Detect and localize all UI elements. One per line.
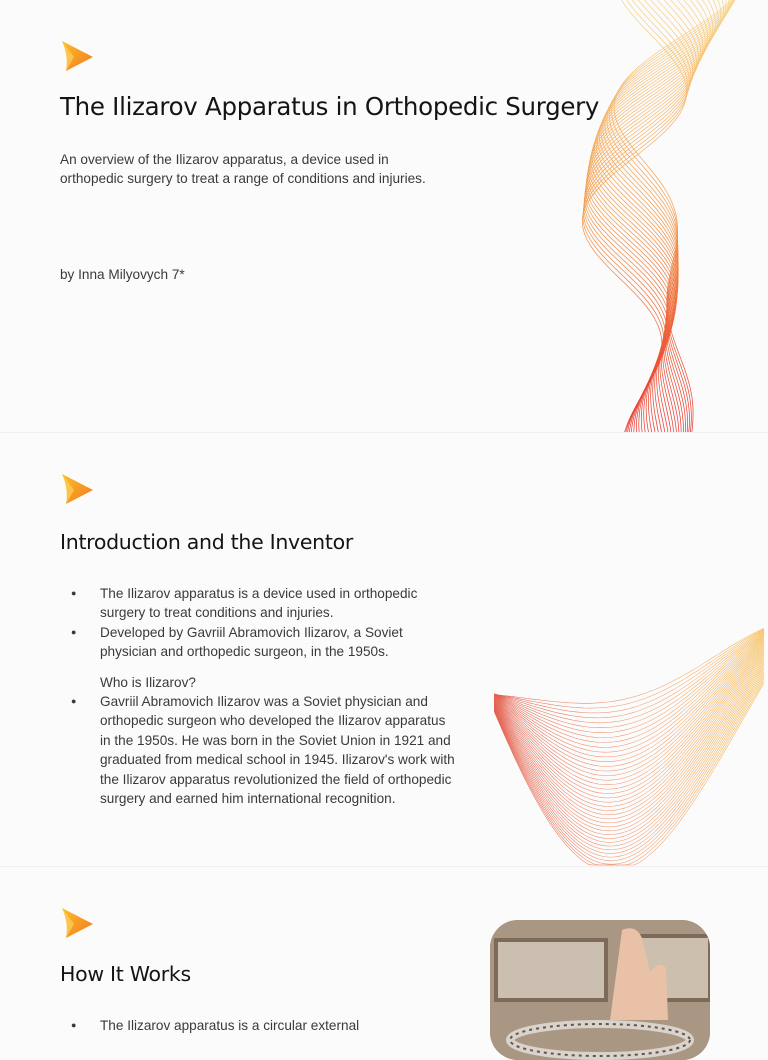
list-item-text: surgery and earned him international recognition. xyxy=(100,791,396,807)
list-item-text: surgery to treat conditions and injuries. xyxy=(100,605,334,621)
list-item xyxy=(60,584,500,623)
list-item xyxy=(60,1016,500,1035)
mesh-line xyxy=(494,630,764,713)
page-title: The Ilizarov Apparatus in Orthopedic Surgery xyxy=(60,92,600,121)
mesh-wave-decoration xyxy=(494,585,768,867)
section-title: How It Works xyxy=(60,962,191,986)
play-triangle-logo-icon xyxy=(60,907,94,939)
list-item-text: the Ilizarov apparatus revolutionized the field of orthopedic xyxy=(100,771,452,787)
slide-title xyxy=(0,0,768,432)
list-item xyxy=(60,692,500,808)
subtitle-line: An overview of the Ilizarov apparatus, a device used in xyxy=(60,152,389,167)
list-item-text: Developed by Gavriil Abramovich Ilizarov, a Soviet xyxy=(100,624,403,640)
author: by Inna Milyovych 7* xyxy=(60,267,185,282)
play-triangle-logo-icon xyxy=(60,473,94,505)
mesh-line xyxy=(494,630,764,718)
list-item xyxy=(60,623,500,662)
apparatus-photo xyxy=(490,920,710,1060)
photo-placeholder-graphic xyxy=(490,920,710,1060)
list-item-text: orthopedic surgeon who developed the Ilizarov apparatus xyxy=(100,713,446,729)
wave-line xyxy=(596,0,726,432)
mesh-line xyxy=(494,668,764,846)
list-item-text: The Ilizarov apparatus is a circular external xyxy=(100,1018,360,1033)
wave-line xyxy=(597,0,729,432)
subtitle-line: orthopedic surgery to treat a range of conditions and injuries. xyxy=(60,171,426,186)
section-title: Introduction and the Inventor xyxy=(60,530,353,554)
list-item-text: Gavriil Abramovich Ilizarov was a Soviet physician and xyxy=(100,694,428,710)
wave-line xyxy=(583,0,688,432)
mesh-line xyxy=(494,659,764,827)
list-item-text: The Ilizarov apparatus is a device used in orthopedic xyxy=(100,586,418,601)
play-triangle-logo-icon xyxy=(60,40,94,72)
list-item-text: physician and orthopedic surgeon, in the 1950s. xyxy=(100,644,389,660)
list-item-text: in the 1950s. He was born in the Soviet Union in 1921 and xyxy=(100,732,451,748)
wave-line xyxy=(591,0,716,432)
wave-ribbon-decoration xyxy=(560,0,768,432)
bullet-list xyxy=(60,1016,500,1035)
list-item-text: graduated from medical school in 1945. Ilizarov's work with xyxy=(100,752,455,768)
wave-line xyxy=(609,0,734,432)
list-subheading: Who is Ilizarov? xyxy=(100,674,196,690)
bullet-list xyxy=(60,584,500,808)
wave-line xyxy=(614,0,731,432)
subtitle xyxy=(60,150,426,188)
